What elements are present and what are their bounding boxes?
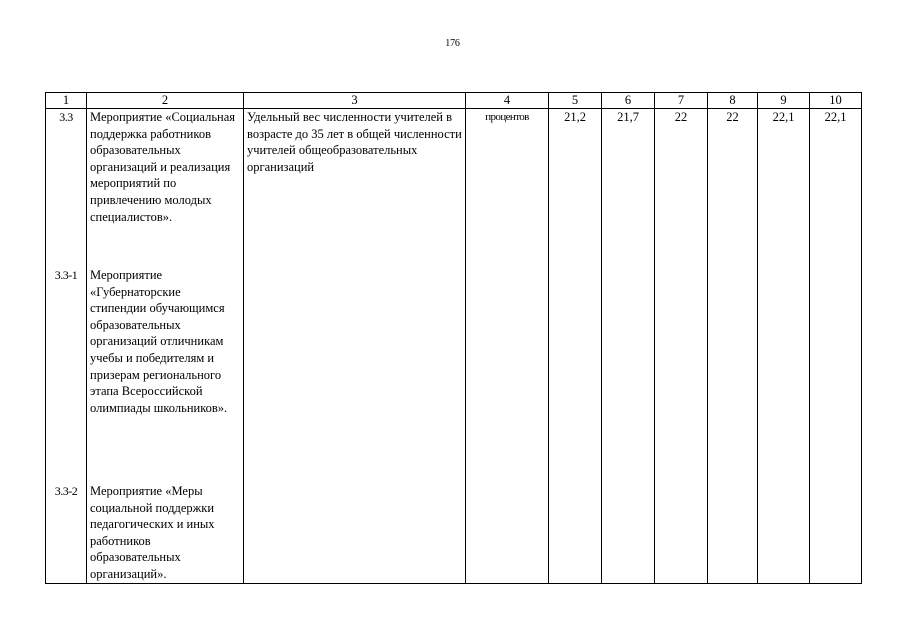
unit-cell: процентов [466, 109, 549, 584]
code-3-3-2: 3.3-2 [54, 484, 78, 498]
value-col-8: 22 [708, 109, 758, 584]
header-col-1: 1 [46, 93, 87, 109]
header-row [46, 93, 862, 109]
header-col-7: 7 [655, 93, 708, 109]
event-3-3: Мероприятие «Социальная поддержка работников образовательных организаций и реализация мероприятий по привлечению молодых специалистов». [90, 110, 236, 224]
page-number: 176 [445, 38, 460, 49]
header-col-10: 10 [810, 93, 862, 109]
code-cell [46, 109, 87, 584]
table-row [46, 109, 862, 584]
value-col-7: 22 [655, 109, 708, 584]
value-col-9: 22,1 [758, 109, 810, 584]
code-3-3: 3.3 [59, 110, 73, 124]
header-col-9: 9 [758, 93, 810, 109]
header-col-8: 8 [708, 93, 758, 109]
header-col-6: 6 [602, 93, 655, 109]
event-cell [87, 109, 244, 584]
header-col-4: 4 [466, 93, 549, 109]
value-col-10: 22,1 [810, 109, 862, 584]
event-3-3-2: Мероприятие «Меры социальной поддержки педагогических и иных работников образовательных организаций». [90, 484, 215, 581]
header-col-5: 5 [549, 93, 602, 109]
event-3-3-1: Мероприятие «Губернаторские стипендии обучающимся образовательных организаций отличникам учебы и победителям и призерам регионального этапа Всероссийской олимпиады школьников». [90, 268, 228, 415]
value-col-6: 21,7 [602, 109, 655, 584]
header-col-3: 3 [244, 93, 466, 109]
value-col-5: 21,2 [549, 109, 602, 584]
indicators-table [45, 92, 862, 584]
indicator-cell: Удельный вес численности учителей в возрасте до 35 лет в общей численности учителей общеобразовательных организаций [244, 109, 466, 584]
code-3-3-1: 3.3-1 [54, 268, 78, 282]
header-col-2: 2 [87, 93, 244, 109]
